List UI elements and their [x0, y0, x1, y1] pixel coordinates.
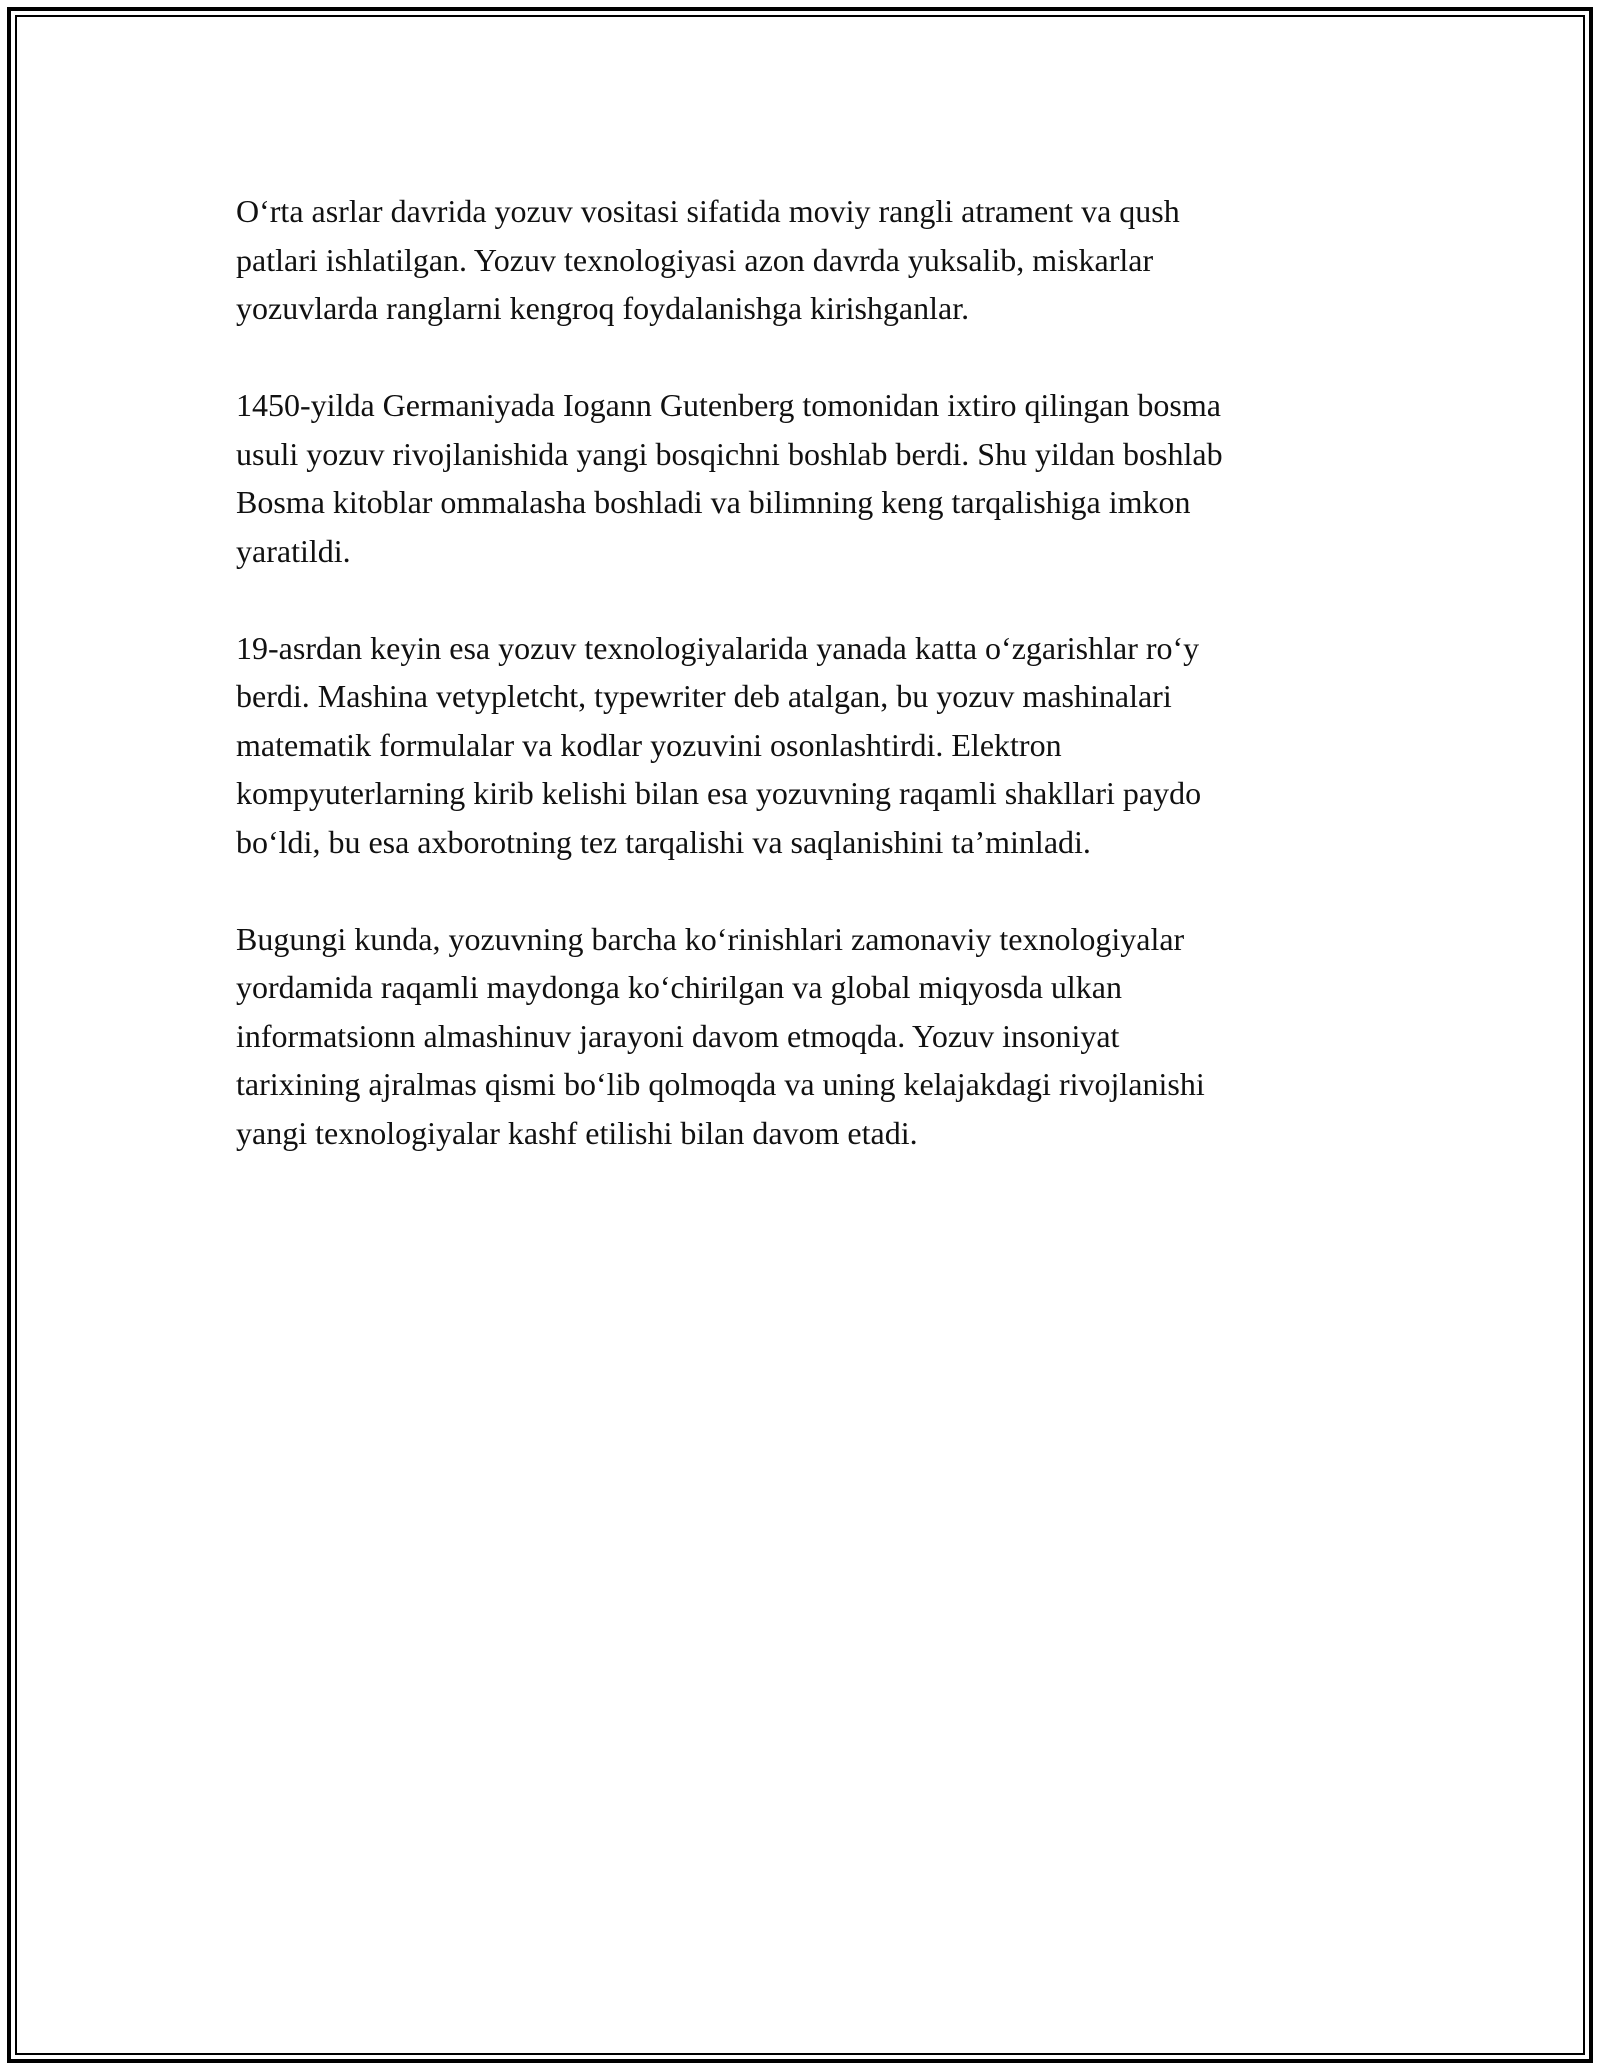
- paragraph-gutenberg-printing: 1450-yilda Germaniyada Iogann Gutenberg tomonidan ixtiro qilingan bosma usuli yozuv rivojlanishida yangi bosqichni boshlab berdi. Shu yildan boshlab Bosma kitoblar ommalasha boshladi va bilimning keng tarqalishiga imkon yaratildi.: [236, 387, 1223, 569]
- paragraph-typewriter-computers: 19-asrdan keyin esa yozuv texnologiyalarida yanada katta o‘zgarishlar ro‘y berdi. Mashina vetypletcht, typewriter deb atalgan, bu yozuv mashinalari matematik formulalar va kodlar yozuvini osonlashtirdi. Elektron kompyuterlarning kirib kelishi bilan esa yozuvning raqamli shakllari paydo bo‘ldi, bu esa axborotning tez tarqalishi va saqlanishini ta’minladi.: [236, 629, 1202, 860]
- document-body: [236, 187, 1386, 1206]
- paragraph-modern-digital: Bugungi kunda, yozuvning barcha ko‘rinishlari zamonaviy texnologiyalar yordamida raqamli maydonga ko‘chirilgan va global miqyosda ulkan informatsionn almashinuv jarayoni davom etmoqda. Yozuv insoniyat tarixining ajralmas qismi bo‘lib qolmoqda va uning kelajakdagi rivojlanishi yangi texnologiyalar kashf etilishi bilan davom etadi.: [236, 920, 1205, 1151]
- paragraph-medieval-writing: O‘rta asrlar davrida yozuv vositasi sifatida moviy rangli atrament va qush patlari ishlatilgan. Yozuv texnologiyasi azon davrda yuksalib, miskarlar yozuvlarda ranglarni kengroq foydalanishga kirishganlar.: [236, 193, 1180, 326]
